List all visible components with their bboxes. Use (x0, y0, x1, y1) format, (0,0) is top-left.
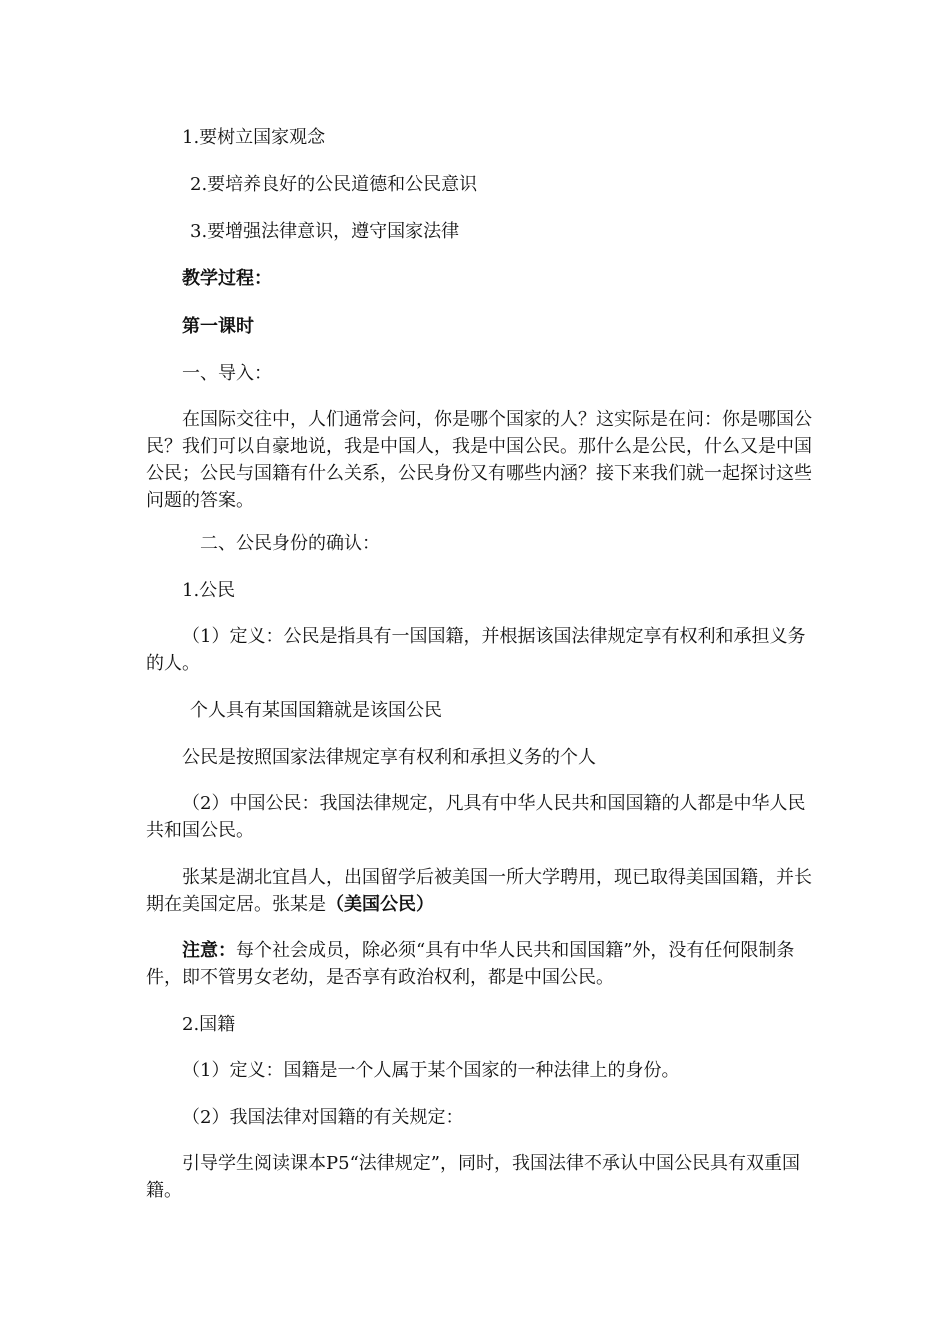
example-paragraph (146, 864, 818, 918)
point-rights-duties: 公民是按照国家法律规定享有权利和承担义务的个人 (182, 747, 596, 768)
example-answer: （美国公民） (326, 894, 434, 915)
intro-paragraph: 在国际交往中，人们通常会问，你是哪个国家的人？这实际是在问：你是哪国公民？我们可以自豪地说，我是中国人，我是中国公民。那什么是公民，什么又是中国公民；公民与国籍有什么关系，公民身份又有哪些内涵？接下来我们就一起探讨这些问题的答案。 (146, 409, 812, 511)
objective-1: 1.要树立国家观念 (182, 127, 326, 148)
note-text: 每个社会成员，除必须“具有中华人民共和国国籍”外，没有任何限制条件，即不管男女老幼，是否享有政治权利，都是中国公民。 (146, 940, 795, 988)
point-nationality: 个人具有某国国籍就是该国公民 (190, 700, 442, 721)
example-text: 张某是湖北宜昌人，出国留学后被美国一所大学聘用，现已取得美国国籍，并长期在美国定居。张某是 (146, 867, 812, 915)
heading-first-lesson: 第一课时 (182, 316, 254, 337)
citizen-definition: （1）定义：公民是指具有一国国籍，并根据该国法律规定享有权利和承担义务的人。 (146, 626, 806, 674)
guide-paragraph: 引导学生阅读课本P5“法律规定”，同时，我国法律不承认中国公民具有双重国籍。 (146, 1153, 800, 1201)
intro-title: 一、导入： (182, 363, 272, 384)
chinese-citizen-paragraph: （2）中国公民：我国法律规定，凡具有中华人民共和国国籍的人都是中华人民共和国公民。 (146, 793, 806, 841)
nationality-definition: （1）定义：国籍是一个人属于某个国家的一种法律上的身份。 (182, 1060, 680, 1081)
nationality-rules: （2）我国法律对国籍的有关规定： (182, 1107, 464, 1128)
note-label: 注意： (182, 940, 236, 961)
objective-2: 2.要培养良好的公民道德和公民意识 (190, 174, 478, 195)
objective-3: 3.要增强法律意识，遵守国家法律 (190, 221, 460, 242)
section-citizen-identity-title: 二、公民身份的确认： (200, 533, 380, 554)
nationality-heading: 2.国籍 (182, 1014, 236, 1035)
citizen-heading: 1.公民 (182, 580, 236, 601)
note-paragraph (146, 937, 818, 991)
heading-teaching-process: 教学过程： (182, 268, 272, 289)
